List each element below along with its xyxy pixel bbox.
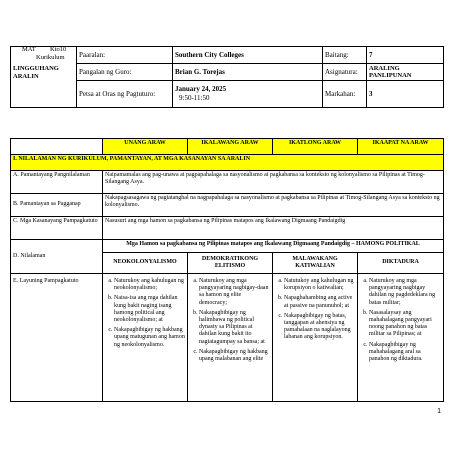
markahan-value: 3 [367, 81, 444, 108]
row-a-label: A. Pamantayang Pangnilalaman [11, 171, 103, 194]
section-title: I. NILALAMAN NG KURIKULUM, PAMANTAYAN, AT MGA KASANAYAN SA ARALIN [11, 155, 444, 171]
lesson-header-table [10, 46, 444, 108]
objective-item: c. Nakapagbibigay ng hakbang upang malabanan ang elite [199, 349, 270, 363]
objective-item: b. Napaghahambing ang active at passive na panunuhol; at [284, 295, 355, 309]
objectives-day-4 [358, 274, 444, 402]
logo-text-3: Kurikulum [36, 54, 65, 61]
objective-item: c. Nakapagbibigay ng hakbang upang matugunan ang hamon ng neokolonyalismo. [114, 327, 185, 349]
topic-elitismo: DEMOKRATIKONG ELITISMO [188, 253, 273, 274]
petsa-value: January 24, 2025 [175, 85, 227, 93]
baitang-label: Baitang: [323, 47, 367, 64]
objective-item: a. Naturukoy ang mga pangyayaring nagbigay dahilan ng pagdedeklara ng batas militar; [369, 278, 441, 307]
oras-value: 9:50-11:50 [179, 94, 210, 102]
lesson-plan-table [10, 138, 444, 402]
day-3-header: IKATLONG ARAW [273, 139, 358, 155]
row-a-value: Naipamamalas ang pag-unawa at pagpapahalaga sa nasyonalismo at pagkabansa sa konteksto ng kolonyalismo sa Pilipinas at Timog-Silangang Asya. [103, 171, 444, 194]
markahan-label: Markahan: [323, 81, 367, 108]
day-2-header: IKALAWANG ARAW [188, 139, 273, 155]
row-b-label: B. Pamantayan sa Pagganap [11, 194, 103, 217]
objective-item: b. Naisa-isa ang mga dahilan kung bakit naging isang hamong political ang neokolonyalismo; at [114, 295, 185, 324]
objectives-day-3 [273, 274, 358, 402]
objective-item: a. Natutukoy ang kahulugan ng korupsiyon o katiwalian; [284, 278, 355, 292]
row-d-label: D. Nilalaman [11, 240, 103, 274]
page-number: 1 [437, 408, 441, 415]
topic-diktadura: DIKTADURA [358, 253, 444, 274]
guro-value: Brian G. Torejas [173, 64, 323, 81]
objective-item: c. Nakapagbibigay ng batas, tanggapan at ahensiya ng pamahalaan na naglalayong labanan ang korupsiyon. [284, 313, 355, 342]
objective-item: b. Nakapagbibigay ng halimbawa ng political dynasty sa Pilipinas at dahilan kung bakit ito nagtatagumpay sa bansa; at [199, 310, 270, 346]
row-c-value: Nasusuri ang mga hamon sa pagkabansa ng Pilipinas matapos ang Ikalawang Digmaang Pandaigdig [103, 217, 444, 240]
objectives-day-1 [103, 274, 188, 402]
objective-item: c. Nakapagbibigay ng mahahalagang aral sa panahon ng diktadura. [369, 342, 441, 364]
row-c-label: C. Mga Kasanayang Pampagkatuto [11, 217, 103, 240]
lesson-title: LINGGUHANG ARALIN [11, 47, 77, 108]
topic-neokolonyalismo: NEOKOLONYALISMO [103, 253, 188, 274]
paaralan-label: Paaralan: [77, 47, 173, 64]
objective-item: b. Nasasalaysay ang mahahalagang pangyayari noong panahon ng batas militar sa Pilipinas; at [369, 310, 441, 339]
paaralan-value: Southern City Colleges [173, 47, 323, 64]
day-1-header: UNANG ARAW [103, 139, 188, 155]
logo-text-1: MAT [22, 46, 36, 53]
objective-item: a. Naturukoy ang kahulugan ng neokolonyalismo; [114, 278, 185, 292]
row-d-title: Mga Hamon sa pagkabansa ng Pilipinas matapos ang Ikalawang Digmaang Pandaigdig – HAMONG POLITIKAL [103, 240, 444, 253]
objective-item: a. Naturukoy ang mga pangyayaring nagbigay-daan sa hamon ng elite democracy; [199, 278, 270, 307]
row-e-label: E. Layuning Pampagkatuto [11, 274, 103, 402]
asignatura-label: Asignatura: [323, 64, 367, 81]
guro-label: Pangalan ng Guro: [77, 64, 173, 81]
petsa-cell [173, 81, 323, 108]
logo-text-2: Kto10 [50, 46, 67, 53]
day-4-header: IKAAPAT NA ARAW [358, 139, 444, 155]
row-b-value: Nakapagsasagawa ng pagtatanghal na nagpapahalaga sa nasyonalismo at pagkabansa sa Pilipinas at Timog-Silangang Asya sa konteksto ng kolonyalismo. [103, 194, 444, 217]
topic-katiwalian: MALAWAKANG KATIWALIAN [273, 253, 358, 274]
objectives-day-2 [188, 274, 273, 402]
asignatura-value: ARALING PANLIPUNAN [367, 64, 444, 81]
petsa-label: Petsa at Oras ng Pagtuturo: [77, 81, 173, 108]
corner-cell [11, 139, 103, 155]
baitang-value: 7 [367, 47, 444, 64]
